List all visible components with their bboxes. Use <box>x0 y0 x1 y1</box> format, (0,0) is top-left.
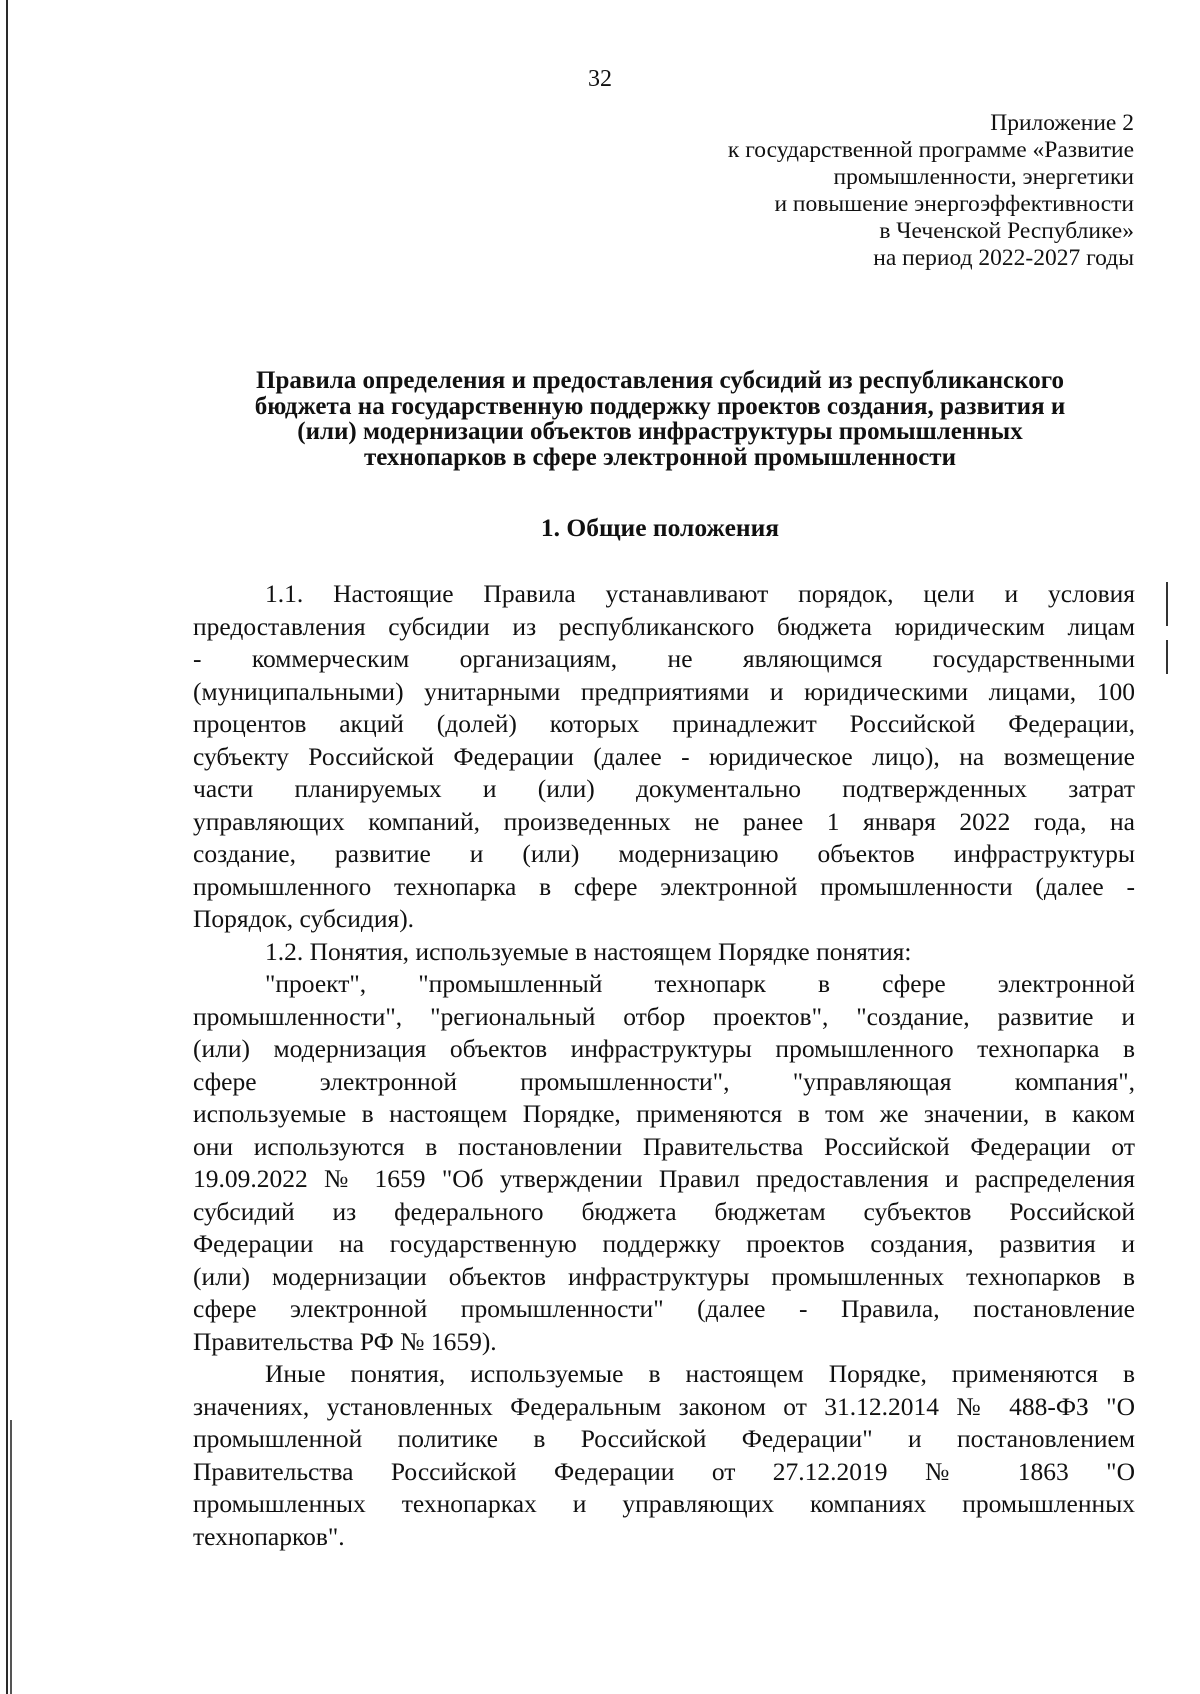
text-line: 1.2. Понятия, используемые в настоящем Порядке понятия: <box>265 936 912 966</box>
text-line: промышленной политике в Российской Федерации" и постановлением <box>193 1424 1135 1453</box>
text-line: процентов акций (долей) которых принадлежит Российской Федерации, <box>193 709 1135 738</box>
appendix-line: к государственной программе «Развитие <box>727 137 1134 163</box>
text-line: "проект", "промышленный технопарк в сфере электронной <box>265 969 1135 998</box>
title-line: технопарков в сфере электронной промышленности <box>364 443 956 471</box>
text-line: (или) модернизации объектов инфраструктуры промышленных технопарков в <box>193 1261 1135 1291</box>
text-line: Иные понятия, используемые в настоящем Порядке, применяются в <box>265 1359 1135 1388</box>
text-line: значениях, установленных Федеральным законом от 31.12.2014 № 488-ФЗ "О <box>193 1391 1135 1421</box>
text-line: используемые в настоящем Порядке, применяются в том же значении, в каком <box>193 1099 1135 1128</box>
text-line: части планируемых и (или) документально подтвержденных затрат <box>193 774 1135 803</box>
text-line: субъекту Российской Федерации (далее - юридическое лицо), на возмещение <box>193 741 1135 771</box>
text-line: Федерации на государственную поддержку проектов создания, развития и <box>193 1229 1135 1258</box>
title-line: Правила определения и предоставления субсидий из республиканского <box>256 367 1064 394</box>
text-line: Правительства РФ № 1659). <box>193 1326 497 1356</box>
scan-edge-line <box>10 1420 12 1694</box>
text-line: - коммерческим организациям, не являющимся государственными <box>193 644 1135 673</box>
title-line: бюджета на государственную поддержку проектов создания, развития и <box>254 392 1066 420</box>
paragraph-other-terms <box>193 1358 1135 1553</box>
margin-mark <box>1166 582 1168 626</box>
text-line: (или) модернизация объектов инфраструктуры промышленного технопарка в <box>193 1034 1135 1063</box>
text-line: субсидий из федерального бюджета бюджетам субъектов Российской <box>193 1196 1135 1226</box>
scan-edge-line <box>6 0 8 1694</box>
text-line: технопарков". <box>193 1521 345 1551</box>
text-line: предоставления субсидии из республиканского бюджета юридическим лицам <box>193 611 1135 641</box>
text-line: 1.1. Настоящие Правила устанавливают порядок, цели и условия <box>265 579 1135 608</box>
appendix-line: в Чеченской Республике» <box>879 218 1134 244</box>
text-line: (муниципальными) унитарными предприятиями и юридическими лицами, 100 <box>193 676 1135 706</box>
page-number: 32 <box>588 66 612 92</box>
margin-mark <box>1166 640 1168 674</box>
text-line: сфере электронной промышленности", "управляющая компания", <box>193 1066 1135 1096</box>
text-line: Порядок, субсидия). <box>193 904 415 933</box>
text-line: создание, развитие и (или) модернизацию объектов инфраструктуры <box>193 839 1135 868</box>
paragraph-1-1 <box>193 578 1135 1358</box>
appendix-block <box>574 110 1134 272</box>
text-line: промышленности", "региональный отбор проектов", "создание, развитие и <box>193 1001 1135 1031</box>
text-line: 19.09.2022 № 1659 "Об утверждении Правил предоставления и распределения <box>193 1164 1135 1193</box>
section-heading: 1. Общие положения <box>540 513 780 542</box>
appendix-line: и повышение энергоэффективности <box>774 191 1134 217</box>
text-line: промышленных технопарках и управляющих компаниях промышленных <box>193 1489 1135 1518</box>
appendix-line: Приложение 2 <box>990 110 1134 136</box>
text-line: они используются в постановлении Правительства Российской Федерации от <box>193 1131 1135 1161</box>
appendix-line: на период 2022-2027 годы <box>873 245 1134 271</box>
text-line: промышленного технопарка в сфере электронной промышленности (далее - <box>193 871 1135 901</box>
text-line: сфере электронной промышленности" (далее - Правила, постановление <box>193 1294 1135 1323</box>
document-title <box>190 368 1130 470</box>
text-line: управляющих компаний, произведенных не ранее 1 января 2022 года, на <box>193 806 1135 836</box>
appendix-line: промышленности, энергетики <box>833 164 1134 190</box>
title-line: (или) модернизации объектов инфраструктуры промышленных <box>297 418 1023 445</box>
text-line: Правительства Российской Федерации от 27.12.2019 № 1863 "О <box>193 1456 1135 1486</box>
